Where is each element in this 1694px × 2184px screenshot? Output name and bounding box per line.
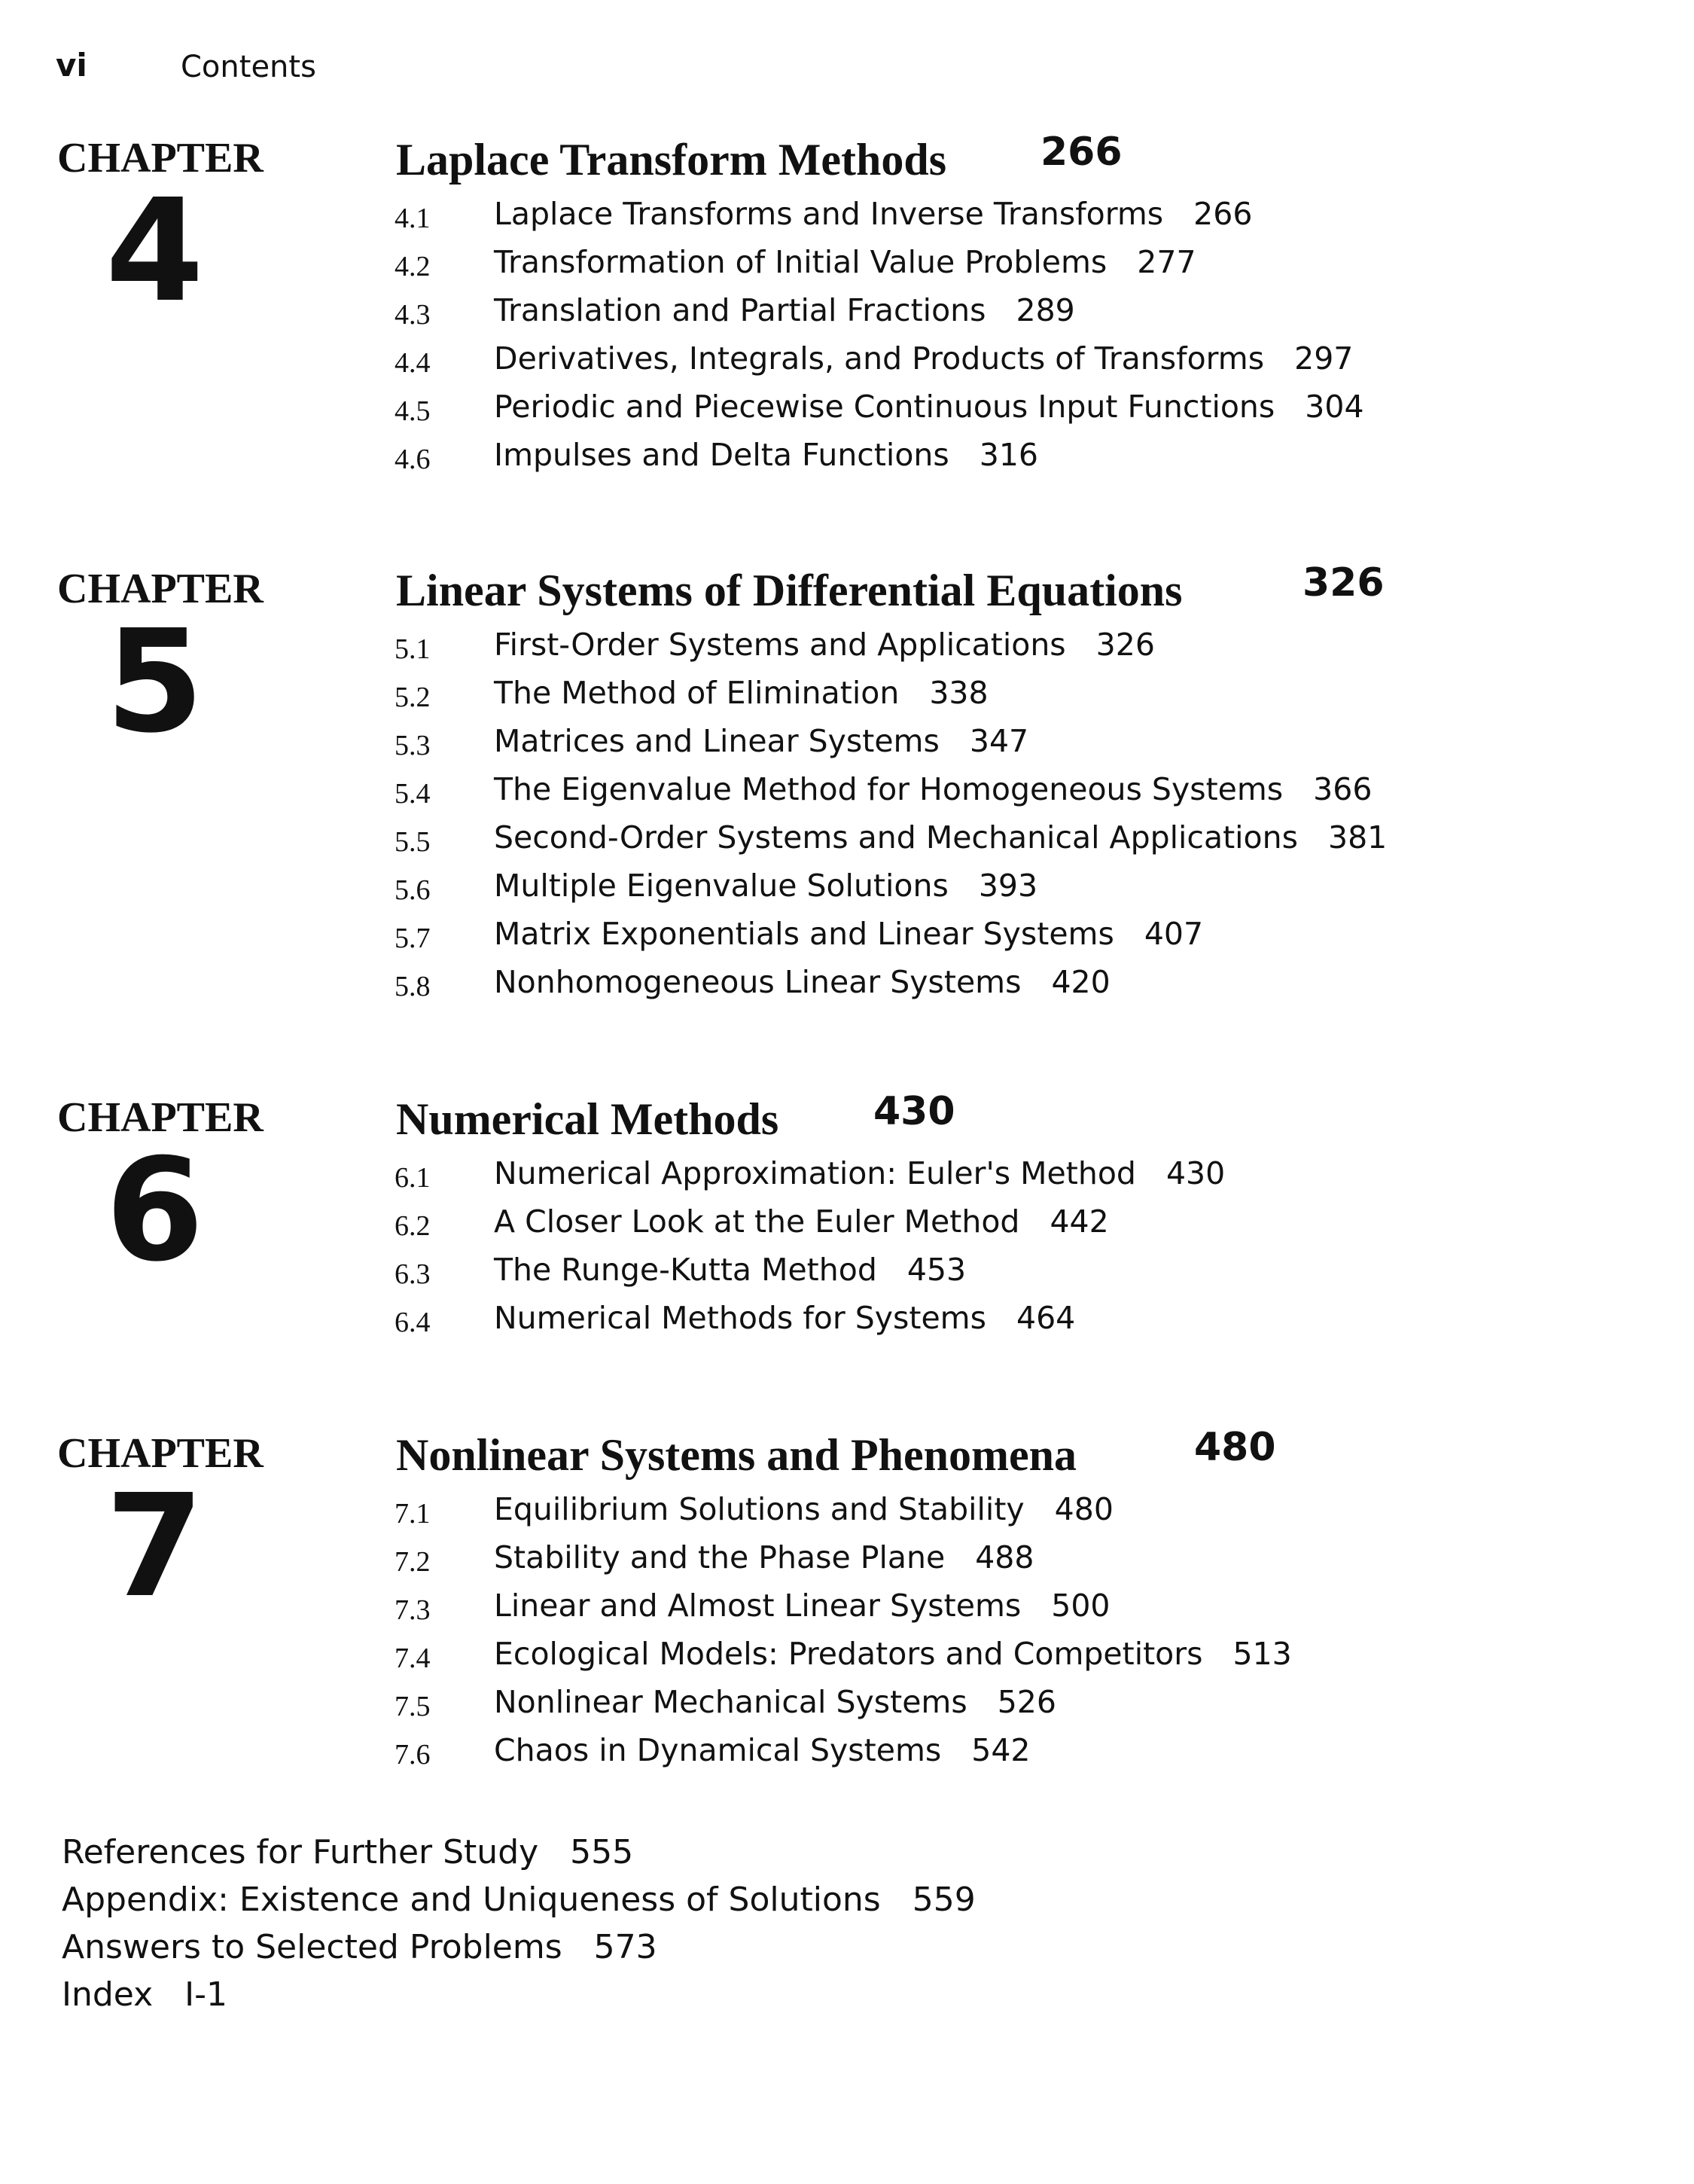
section-title: The Runge-Kutta Method <box>494 1252 877 1288</box>
chapter-number: 5 <box>105 599 204 764</box>
section-number: 7.5 <box>395 1691 431 1722</box>
section-page: 266 <box>1193 196 1253 232</box>
section-title: Multiple Eigenvalue Solutions <box>494 868 949 904</box>
section-title: Laplace Transforms and Inverse Transforms <box>494 196 1164 232</box>
section-number: 5.1 <box>395 633 431 665</box>
section-number: 4.4 <box>395 347 431 379</box>
back-matter-title: Appendix: Existence and Uniqueness of Solutions <box>62 1880 881 1919</box>
section-number: 5.6 <box>395 874 431 906</box>
section-number: 6.2 <box>395 1210 431 1242</box>
section-page: 542 <box>971 1732 1031 1768</box>
section-page: 526 <box>997 1684 1056 1720</box>
section-page: 464 <box>1016 1300 1076 1336</box>
back-matter-list <box>62 1833 976 2023</box>
section-page: 480 <box>1054 1491 1114 1527</box>
section-title: Derivatives, Integrals, and Products of Transforms <box>494 340 1265 377</box>
chapter-title: Linear Systems of Differential Equations <box>396 566 1183 615</box>
section-number: 5.8 <box>395 971 431 1002</box>
section-number: 7.6 <box>395 1739 431 1771</box>
section-title: Linear and Almost Linear Systems <box>494 1588 1022 1624</box>
section-page: 500 <box>1051 1588 1111 1624</box>
section-title: A Closer Look at the Euler Method <box>494 1203 1020 1240</box>
section-page: 304 <box>1305 389 1364 425</box>
section-title: Chaos in Dynamical Systems <box>494 1732 942 1768</box>
section-number: 7.4 <box>395 1643 431 1674</box>
section-number: 7.2 <box>395 1546 431 1578</box>
chapter-number: 6 <box>105 1128 204 1293</box>
chapter-label: CHAPTER <box>57 1094 264 1141</box>
section-number: 5.4 <box>395 778 431 810</box>
chapter-number: 7 <box>105 1464 204 1629</box>
back-matter-page: 555 <box>570 1833 634 1871</box>
chapter-title: Laplace Transform Methods <box>396 135 947 185</box>
back-matter-title: Index <box>62 1975 154 2014</box>
section-number: 7.1 <box>395 1498 431 1530</box>
section-number: 4.1 <box>395 203 431 234</box>
section-page: 393 <box>978 868 1038 904</box>
section-page: 347 <box>969 723 1029 759</box>
back-matter-page: I-1 <box>184 1975 227 2014</box>
section-title: The Method of Elimination <box>494 675 900 711</box>
section-page: 289 <box>1016 292 1075 328</box>
section-title: Translation and Partial Fractions <box>494 292 986 328</box>
chapter-number: 4 <box>105 169 204 334</box>
section-title: Nonlinear Mechanical Systems <box>494 1684 967 1720</box>
section-title: Equilibrium Solutions and Stability <box>494 1491 1025 1527</box>
section-page: 381 <box>1327 819 1388 856</box>
section-page: 513 <box>1232 1636 1292 1672</box>
chapter-title: Nonlinear Systems and Phenomena <box>396 1430 1077 1480</box>
section-number: 4.3 <box>395 299 431 331</box>
section-title: Nonhomogeneous Linear Systems <box>494 964 1022 1000</box>
section-title: Numerical Methods for Systems <box>494 1300 986 1336</box>
chapter-page: 266 <box>1040 130 1123 175</box>
section-page: 338 <box>929 675 989 711</box>
section-number: 4.2 <box>395 251 431 282</box>
section-page: 297 <box>1294 340 1354 377</box>
section-title: Matrices and Linear Systems <box>494 723 940 759</box>
back-matter-page: 559 <box>912 1880 976 1919</box>
section-page: 488 <box>975 1539 1034 1575</box>
chapter-page: 430 <box>873 1089 955 1134</box>
chapter-title: Numerical Methods <box>396 1094 779 1144</box>
section-number: 6.3 <box>395 1258 431 1290</box>
section-title: Ecological Models: Predators and Competitors <box>494 1636 1203 1672</box>
section-page: 442 <box>1050 1203 1109 1240</box>
section-title: Transformation of Initial Value Problems <box>494 244 1107 280</box>
section-number: 6.4 <box>395 1307 431 1338</box>
running-title: Contents <box>181 50 316 84</box>
section-page: 453 <box>906 1252 967 1288</box>
section-number: 5.3 <box>395 730 431 761</box>
back-matter-entry[interactable] <box>62 1928 976 1975</box>
section-title: Impulses and Delta Functions <box>494 437 949 473</box>
section-number: 5.7 <box>395 923 431 954</box>
back-matter-title: Answers to Selected Problems <box>62 1928 562 1966</box>
section-number: 6.1 <box>395 1162 431 1194</box>
section-number: 4.6 <box>395 444 431 475</box>
section-page: 326 <box>1095 627 1155 663</box>
section-title: Periodic and Piecewise Continuous Input Functions <box>494 389 1275 425</box>
section-number: 5.2 <box>395 682 431 713</box>
section-page: 420 <box>1051 964 1111 1000</box>
section-page: 407 <box>1144 916 1204 952</box>
section-page: 277 <box>1137 244 1196 280</box>
chapter-page: 326 <box>1302 560 1385 605</box>
section-number: 7.3 <box>395 1594 431 1626</box>
section-title: Numerical Approximation: Euler's Method <box>494 1155 1136 1191</box>
page-number: vi <box>56 47 87 84</box>
back-matter-entry[interactable] <box>62 1880 976 1928</box>
section-title: First-Order Systems and Applications <box>494 627 1066 663</box>
section-page: 316 <box>979 437 1039 473</box>
back-matter-entry[interactable] <box>62 1833 976 1880</box>
section-title: The Eigenvalue Method for Homogeneous Systems <box>494 771 1284 807</box>
chapter-label: CHAPTER <box>57 135 264 181</box>
back-matter-entry[interactable] <box>62 1975 976 2023</box>
section-page: 430 <box>1165 1155 1226 1191</box>
chapter-label: CHAPTER <box>57 566 264 612</box>
section-page: 366 <box>1313 771 1373 807</box>
section-title: Second-Order Systems and Mechanical Applications <box>494 819 1298 856</box>
section-title: Matrix Exponentials and Linear Systems <box>494 916 1114 952</box>
chapter-page: 480 <box>1194 1425 1276 1470</box>
section-number: 4.5 <box>395 395 431 427</box>
back-matter-title: References for Further Study <box>62 1833 539 1871</box>
chapter-label: CHAPTER <box>57 1430 264 1477</box>
section-number: 5.5 <box>395 826 431 858</box>
section-title: Stability and the Phase Plane <box>494 1539 946 1575</box>
back-matter-page: 573 <box>593 1928 657 1966</box>
